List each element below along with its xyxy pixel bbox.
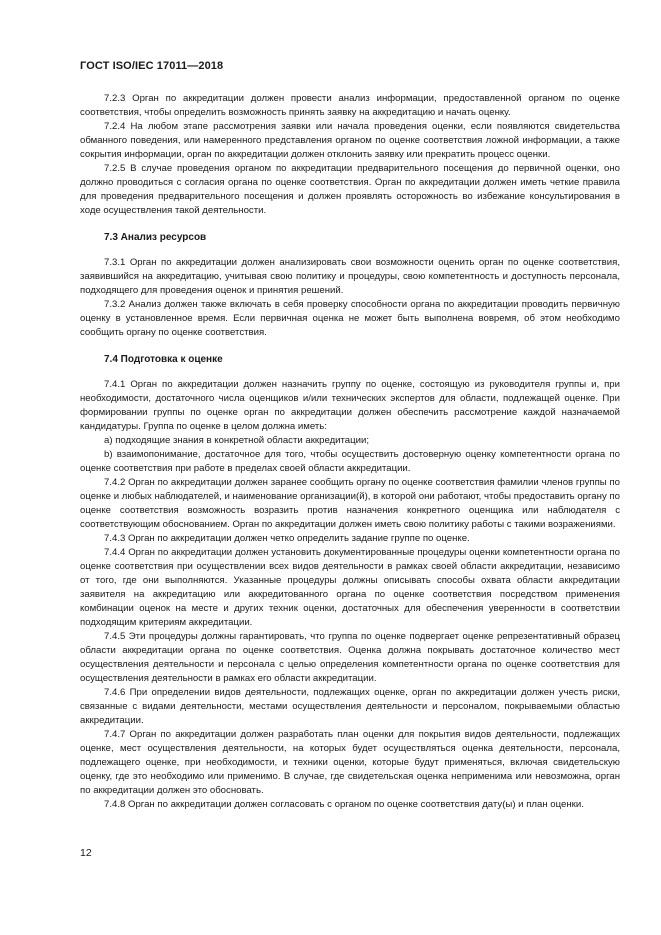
- paragraph-7-4-2: 7.4.2 Орган по аккредитации должен заранее сообщить органу по оценке соответствия фамилии членов группы по оценке и любых наблюдателей, и наименование организации(й), в которой они работают, чтобы предоставить органу по оценке соответствия возможность возразить против назначения конкретного оценщика или наблюдателя с соответствующим обоснованием. Орган по аккредитации должен иметь свою политику работы с такими возражениями.: [80, 477, 620, 530]
- paragraph-7-2-3: 7.2.3 Орган по аккредитации должен провести анализ информации, предоставленной органом по оценке соответствия, чтобы определить возможность принять заявку на аккредитацию и начать оценку.: [80, 93, 620, 118]
- paragraph-7-4-4: 7.4.4 Орган по аккредитации должен установить документированные процедуры оценки компетентности органа по оценке соответствия при осуществлении всех видов деятельности в рамках своей области аккредитации, независимо от того, где они выполняются. Указанные процедуры должны описывать способы охвата области аккредитации заявителя на аккредитацию или аккредитованного органа по оценке соответствия посредством применения комбинации оценок на месте и других техник оценки, достаточных для обеспечения уверенности в соответствии подходящим критериям аккредитации.: [80, 547, 620, 628]
- paragraph-7-4-3: 7.4.3 Орган по аккредитации должен четко определить задание группе по оценке.: [104, 533, 470, 544]
- section-heading-7-3: 7.3 Анализ ресурсов: [104, 232, 207, 243]
- section-heading-7-4: 7.4 Подготовка к оценке: [104, 354, 223, 365]
- list-item-a: a) подходящие знания в конкретной области аккредитации;: [104, 435, 370, 446]
- paragraph-7-4-1: 7.4.1 Орган по аккредитации должен назначить группу по оценке, состоящую из руководителя группы и, при необходимости, достаточного числа оценщиков и/или технических экспертов для области, подлежащей оценке. При формировании группы по оценке орган по аккредитации должен обеспечить рассмотрение каждой назначаемой кандидатуры. Группа по оценке в целом должна иметь:: [80, 379, 620, 432]
- document-body: [80, 92, 620, 812]
- list-item-b: b) взаимопонимание, достаточное для того, чтобы осуществить достоверную оценку компетентности органа по оценке соответствия при работе в пределах своей области аккредитации.: [80, 449, 620, 474]
- paragraph-7-3-2: 7.3.2 Анализ должен также включать в себя проверку способности органа по аккредитации проводить первичную оценку в установленное время. Если первичная оценка не может быть выполнена вовремя, об этом необходимо сообщить органу по оценке соответствия.: [80, 299, 620, 338]
- page-number: 12: [80, 847, 92, 859]
- paragraph-7-4-6: 7.4.6 При определении видов деятельности, подлежащих оценке, орган по аккредитации должен учесть риски, связанные с видами деятельности, местами осуществления деятельности и персоналом, покрываемыми областью аккредитации.: [80, 687, 620, 726]
- paragraph-7-4-8: 7.4.8 Орган по аккредитации должен согласовать с органом по оценке соответствия дату(ы) и план оценки.: [104, 799, 584, 810]
- document-header: ГОСТ ISO/IEC 17011—2018: [80, 60, 224, 72]
- paragraph-7-2-4: 7.2.4 На любом этапе рассмотрения заявки или начала проведения оценки, если появляются свидетельства обманного поведения, или намеренного представления органом по оценке соответствия ложной информации, а также сокрытия информации, орган по аккредитации должен отклонить заявку или прекратить процесс оценки.: [80, 121, 620, 160]
- paragraph-7-3-1: 7.3.1 Орган по аккредитации должен анализировать свои возможности оценить орган по оценке соответствия, заявившийся на аккредитацию, учитывая свою политику и процедуры, свою компетентность и доступность персонала, подходящего для проведения оценок и принятия решений.: [80, 257, 620, 296]
- paragraph-7-2-5: 7.2.5 В случае проведения органом по аккредитации предварительного посещения до первичной оценки, оно должно проводиться с согласия органа по оценке соответствия. Орган по аккредитации должен иметь четкие правила для проведения предварительного посещения и должен проявлять осторожность во избежание консультирования в ходе осуществления такой деятельности.: [80, 163, 620, 216]
- paragraph-7-4-5: 7.4.5 Эти процедуры должны гарантировать, что группа по оценке подвергает оценке репрезентативный образец области аккредитации органа по оценке соответствия. Оценка должна покрывать достаточное количество мест осуществления деятельности и персонала с целью определения компетентности органа по оценке соответствия для осуществления деятельности в рамках его области аккредитации.: [80, 631, 620, 684]
- paragraph-7-4-7: 7.4.7 Орган по аккредитации должен разработать план оценки для покрытия видов деятельности, подлежащих оценке, мест осуществления деятельности, на которых будет осуществляться оценка деятельности, персонала, подлежащего оценке, при необходимости, и техники оценки, которые будут применяться, включая свидетельскую оценку, где это необходимо или применимо. В случае, где свидетельская оценка неприменима или невозможна, орган по аккредитации должен это обосновать.: [80, 729, 620, 796]
